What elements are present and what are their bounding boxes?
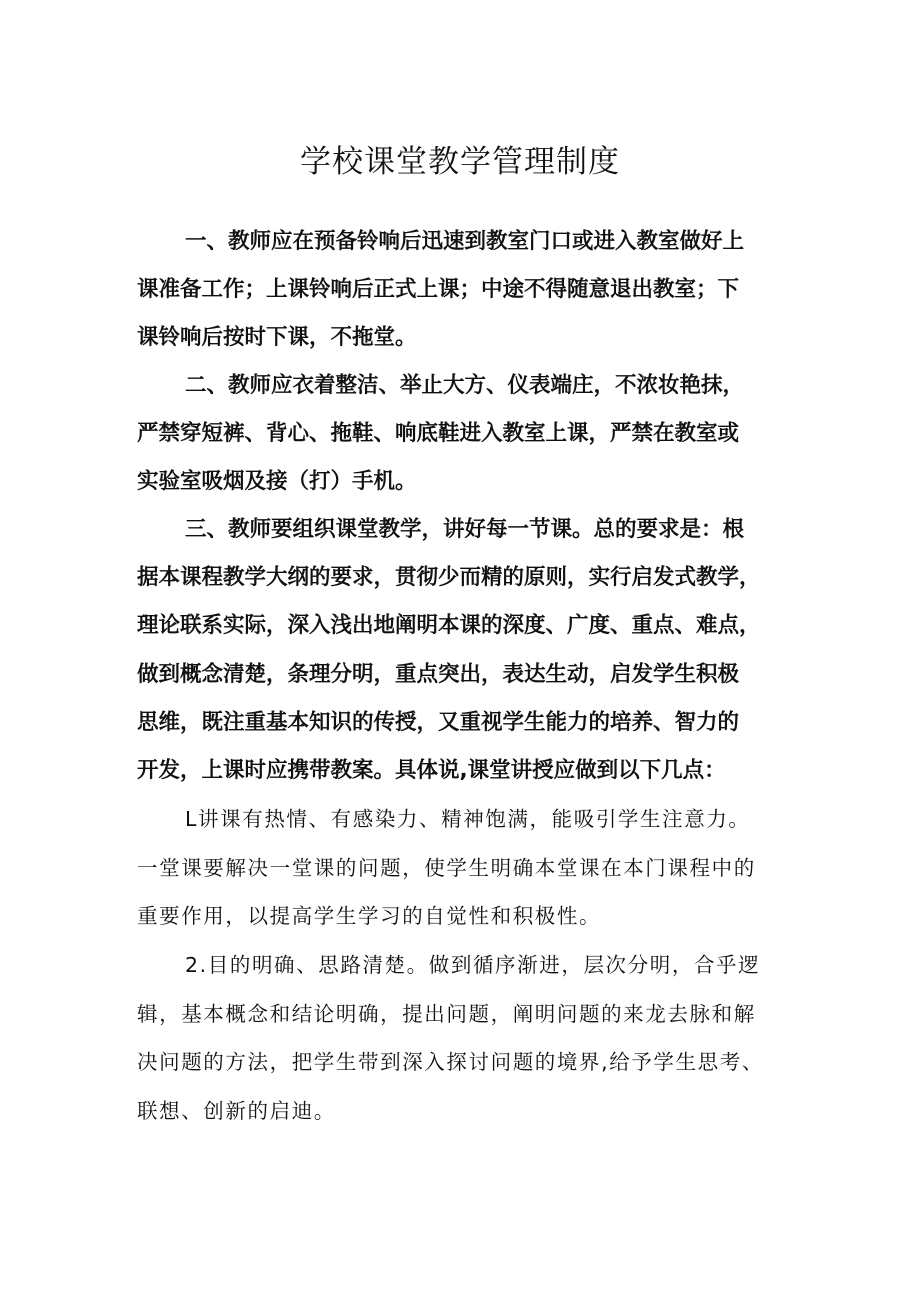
section-2-line-3: 实验室吸烟及接（打）手机。 [137,469,417,495]
section-1-line-2: 课准备工作；上课铃响后正式上课；中途不得随意退出教室；下 [137,277,740,303]
point-2-line-4: 联想、创新的启迪。 [137,1098,336,1123]
point-1-paragraph [137,795,789,941]
document-title: 学校课堂教学管理制度 [300,144,620,180]
section-3-line-5: 思维，既注重基本知识的传授，又重视学生能力的培养、智力的 [137,709,740,735]
section-2-line-1: 二、教师应衣着整洁、举止大方、仪表端庄，不浓妆艳抹， [185,373,745,398]
section-2-line-2: 严禁穿短裤、背心、拖鞋、响底鞋进入教室上课，严禁在教室或 [137,421,740,447]
section-3-paragraph [137,506,789,795]
section-1-line-1: 一、教师应在预备铃响后迅速到教室门口或进入教室做好上 [185,229,745,254]
section-1-line-3: 课铃响后按时下课，不拖堂。 [137,325,417,351]
section-3-line-6: 开发，上课时应携带教案。具体说,课堂讲授应做到以下几点： [137,758,726,784]
section-3-line-4: 做到概念清楚，条理分明，重点突出，表达生动，启发学生积极 [137,661,740,687]
point-2-line-2: 辑，基本概念和结论明确，提出问题，阐明问题的来龙去脉和解 [137,1001,756,1026]
section-3-line-1: 三、教师要组织课堂教学，讲好每一节课。总的要求是：根 [185,517,745,542]
section-1-paragraph [137,218,789,363]
point-1-line-1: L讲课有热情、有感染力、精神饱满，能吸引学生注意力。 [185,807,751,831]
point-1-line-2: 一堂课要解决一堂课的问题，使学生明确本堂课在本门课程中的 [137,855,756,880]
point-1-line-3: 重要作用，以提高学生学习的自觉性和积极性。 [137,904,602,928]
section-2-paragraph [137,362,789,507]
point-2-line-3: 决问题的方法，把学生带到深入探讨问题的境界,给予学生思考、 [137,1050,764,1074]
point-2-line-1: 2.目的明确、思路清楚。做到循序渐进，层次分明，合乎逻 [185,953,761,977]
section-3-line-3: 理论联系实际，深入浅出地阐明本课的深度、广度、重点、难点， [137,613,761,639]
section-3-line-2: 据本课程教学大纲的要求，贯彻少而精的原则，实行启发式教学， [137,565,761,591]
point-2-paragraph [137,941,789,1135]
